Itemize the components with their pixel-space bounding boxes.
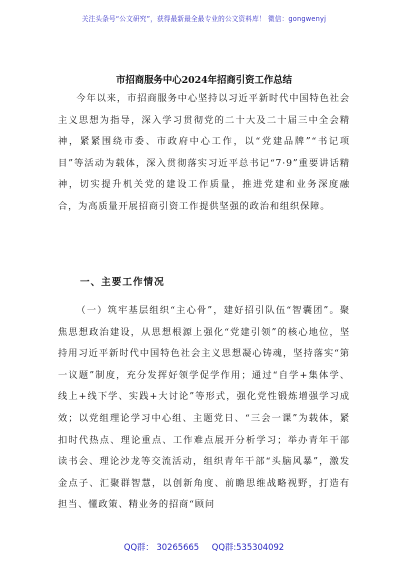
document-title: 市招商服务中心2024年招商引资工作总结 [115,75,293,86]
footer-qq-group-1: QQ群： 30265665 [123,542,200,552]
section-paragraph: （一）筑牢基层组织“主心骨”，建好招引队伍“智囊团”。聚焦思想政治建设，从思想根源上强化“党建引领”的核心地位，坚持用习近平新时代中国特色社会主义思想凝心铸魂，坚持落实“第一议题”制度，充分发挥好领学促学作用；通过“自学+集体学、线上+线下学、实践+大讨论”等形式，强化党性锻炼增强学习成效；以党组理论学习中心组、主题党日、“三会一课”为载体，紧扣时代热点、理论重点、工作难点展开分析学习；举办青年干部读书会、理论沙龙等交流活动，组织青年干部“头脑风暴”，激发金点子、汇聚群智慧，以创新角度、前瞻思维战略视野，打造有担当、懂政策、精业务的招商“顾问 [58,305,350,511]
footer-qq-group-2: QQ群:535304092 [211,542,285,552]
section-heading: 一、主要工作情况 [80,277,165,288]
footer-contact [0,541,408,553]
intro-paragraph: 今年以来，市招商服务中心坚持以习近平新时代中国特色社会主义思想为指导，深入学习贯彻党的二十大及二十届三中全会精神，紧紧围绕市委、市政府中心工作，以“党建品牌”“书记项目”等活动为载体，深入贯彻落实习近平总书记“7·9”重要讲话精神，切实提升机关党的建设工作质量，推进党建和业务深度融合，为高质量开展招商引资工作提供坚强的政治和组织保障。 [58,93,350,212]
header-banner: 关注头条号“公文研究”，获得最新最全最专业的公文资料库！ 微信：gongwenyj [81,15,327,23]
